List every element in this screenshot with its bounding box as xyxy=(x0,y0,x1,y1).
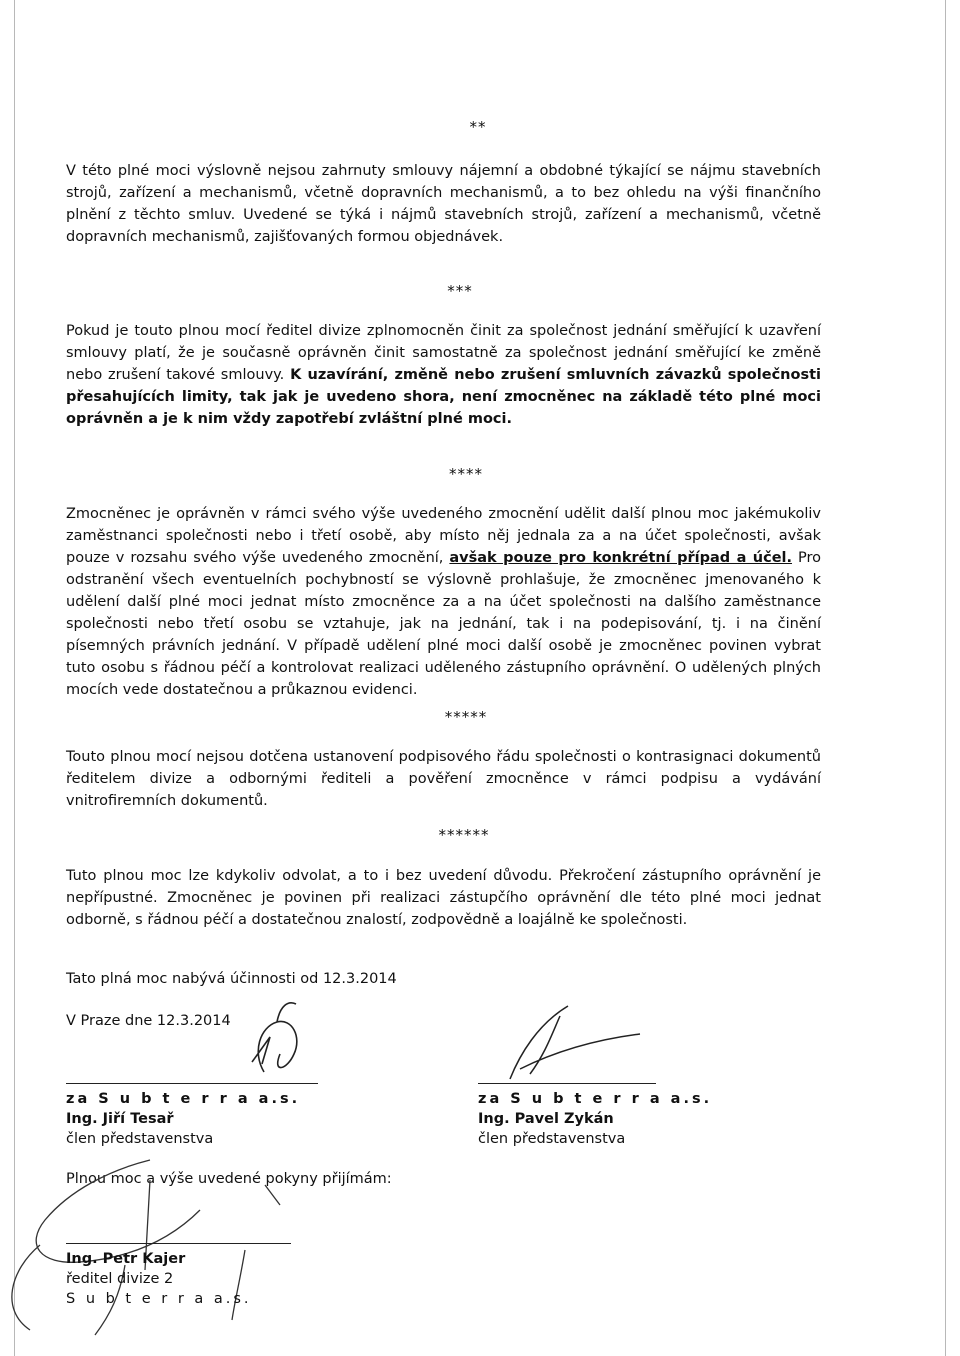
substitution-text-a: Zmocněnec je oprávněn v rámci svého výše uvedeného zmocnění udělit další plnou moc jakémukoliv zaměstnanci společnosti nebo i třetí osobě, aby místo něj jednala za a na účet společnosti, avšak pouze v rozsahu svého výše uvedeného zmocnění, xyxy=(66,506,821,566)
right-company: za S u b t e r r a a.s. xyxy=(478,1091,713,1107)
contract-changes-bold: K uzavírání, změně nebo zrušení smluvních závazků společnosti přesahujících limity, tak jak je uvedeno shora, není zmocněnec na základě této plné moci oprávněn a je k nim vždy zapotřebí zvláštní plné moci. xyxy=(66,367,821,427)
signature-attorney xyxy=(0,1150,300,1340)
separator-3: *** xyxy=(447,282,473,300)
separator-5: ***** xyxy=(444,708,488,726)
right-role: člen představenstva xyxy=(478,1131,626,1147)
substitution-text-b: Pro odstranění všech eventuelních pochybností se výslovně prohlašuje, že zmocněnec jmenovaného k udělení další plné moci jednat místo zmocněnce za a na účet společnosti na dalšího zaměstnance společnosti nebo třetí osobu se vztahuje, jak na jednání, tak i na podepisování, tj. i na činění písemných právních jednání. V případě udělení plné moci další osobě je zmocněnec povinen vybrat tuto osobu s řádnou péčí a kontrolovat realizaci uděleného zástupního oprávnění. O udělených plných mocích vede dostatečnou a průkaznou evidenci. xyxy=(66,550,821,698)
attorney-company: S u b t e r r a a.s. xyxy=(66,1291,252,1307)
signature-right xyxy=(490,994,650,1084)
signature-line-left xyxy=(66,1083,318,1084)
substitution-emphasis: avšak pouze pro konkrétní případ a účel. xyxy=(449,550,793,566)
paragraph-contract-changes xyxy=(66,320,821,430)
scan-edge-right xyxy=(945,0,946,1356)
paragraph-signing-rules: Touto plnou mocí nejsou dotčena ustanovení podpisového řádu společnosti o kontrasignaci dokumentů ředitelem divize a odbornými řediteli a pověření zmocněnce v rámci podpisu a vydávání vnitrofiremních dokumentů. xyxy=(66,749,821,809)
signature-line-attorney xyxy=(66,1243,291,1244)
left-role: člen představenstva xyxy=(66,1131,214,1147)
left-name: Ing. Jiří Tesař xyxy=(66,1111,174,1127)
paragraph-revocation: Tuto plnou moc lze kdykoliv odvolat, a to i bez uvedení důvodu. Překročení zástupního oprávnění je nepřípustné. Zmocněnec je povinen při realizaci zástupčího oprávnění dle této plné moci jednat odborně, s řádnou péčí a dostatečnou znalostí, zodpovědně a loajálně ke společnosti. xyxy=(66,868,821,928)
contract-changes-text: Pokud je touto plnou mocí ředitel divize zplnomocněn činit za společnost jednání směřující k uzavření smlouvy platí, že je současně oprávněn činit samostatně za společnost jednání směřující ke změně nebo zrušení takové smlouvy. xyxy=(66,323,821,383)
paragraph-substitution xyxy=(66,503,821,701)
right-name: Ing. Pavel Zykán xyxy=(478,1111,614,1127)
separator-6: ****** xyxy=(438,826,490,844)
attorney-name: Ing. Petr Kajer xyxy=(66,1251,186,1267)
attorney-role: ředitel divize 2 xyxy=(66,1271,174,1287)
acceptance-text: Plnou moc a výše uvedené pokyny přijímám: xyxy=(66,1171,392,1187)
separator-2: ** xyxy=(469,118,487,136)
place-date: V Praze dne 12.3.2014 xyxy=(66,1013,231,1029)
signature-left xyxy=(222,992,312,1082)
signature-line-right xyxy=(478,1083,656,1084)
paragraph-excluded-contracts: V této plné moci výslovně nejsou zahrnuty smlouvy nájemní a obdobné týkající se nájmu stavebních strojů, zařízení a mechanismů, včetně dopravních mechanismů, a to bez ohledu na výši finančního plnění z těchto smluv. Uvedené se týká i nájmů stavebních strojů, zařízení a mechanismů, včetně dopravních mechanismů, zajišťovaných formou objednávek. xyxy=(66,163,821,245)
effective-date: Tato plná moc nabývá účinnosti od 12.3.2014 xyxy=(66,971,397,987)
left-company: za S u b t e r r a a.s. xyxy=(66,1091,301,1107)
separator-4: **** xyxy=(449,465,483,483)
